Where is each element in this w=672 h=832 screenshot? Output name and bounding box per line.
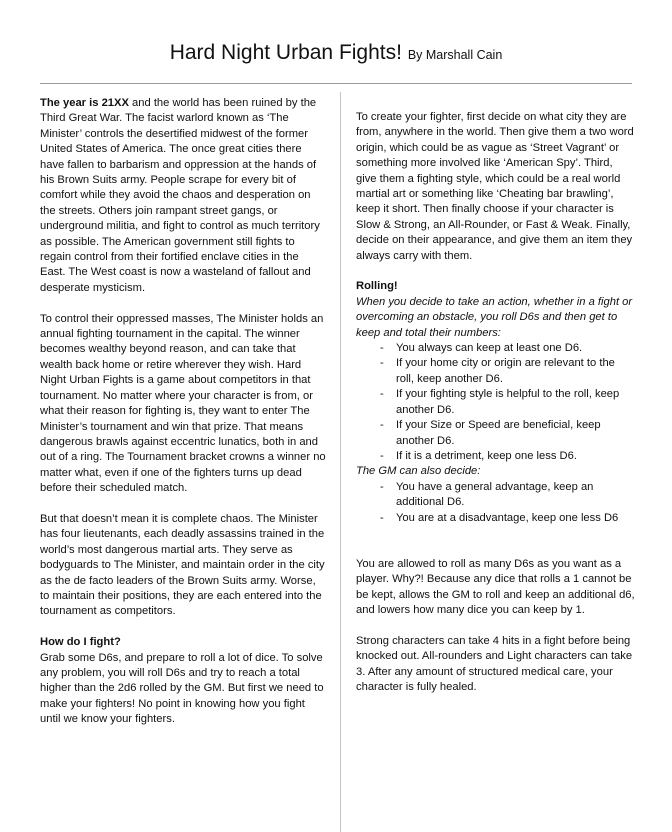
list-item-text: If your fighting style is helpful to the roll, keep another D6. — [396, 388, 620, 416]
list-item — [356, 449, 636, 464]
list-item-text: If your Size or Speed are beneficial, keep another D6. — [396, 419, 601, 447]
lieutenants-paragraph: But that doesn’t mean it is complete chaos. The Minister has four lieutenants, each deadly assassins trained in the world’s most dangerous martial arts. They serve as bodyguards to The Minister, and maintain order in the city as the de facto leaders of the Brown Suits army. Worse, to maintain their positions, they are each entered into the tournament as competitors. — [40, 512, 325, 618]
intro-paragraph-text: and the world has been ruined by the Third Great War. The facist warlord known as ‘The Minister’ controls the desertified midwest of the former United States of America. The once great cities there have fallen to barbarism and oppression at the hands of his Brown Suits army. People scrape for every bit of comfort while they avoid the chaos and desperation on the streets. Others join rampant street gangs, or underground militia, and fight to control as much territory as possible. The American government still fights to regain control from their fortified enclave cities in the East. The West coast is now a wasteland of fallout and desperate mysticism. — [40, 97, 320, 294]
rolling-list — [356, 341, 636, 464]
gm-intro: The GM can also decide: — [356, 465, 481, 478]
gm-list — [356, 480, 636, 526]
rolling-section — [356, 279, 636, 526]
bullet-dash: - — [380, 342, 384, 355]
left-column — [40, 96, 326, 728]
title-text: Hard Night Urban Fights! — [169, 41, 402, 64]
list-item — [356, 356, 636, 387]
byline: By Marshall Cain — [407, 48, 503, 62]
list-item — [356, 511, 636, 526]
list-item-text: You always can keep at least one D6. — [396, 342, 583, 355]
bullet-dash: - — [380, 511, 384, 524]
how-do-i-fight-heading: How do I fight? — [40, 636, 121, 649]
rolling-heading: Rolling! — [356, 280, 398, 293]
list-item — [356, 418, 636, 449]
intro-bold-lead: The year is 21XX — [40, 97, 129, 109]
list-item-text: If your home city or origin are relevant to the roll, keep another D6. — [396, 357, 615, 385]
list-item-text: If it is a detriment, keep one less D6. — [396, 449, 577, 462]
intro-paragraph — [40, 96, 326, 296]
bullet-dash: - — [380, 357, 384, 370]
dice-limit-paragraph: You are allowed to roll as many D6s as you want as a player. Why?! Because any dice that rolls a 1 cannot be be kept, allows the GM to roll and keep an additional d6, and lowers how many dice you can keep by 1. — [356, 557, 635, 616]
list-item-text: You are at a disadvantage, keep one less D6 — [396, 511, 619, 524]
bullet-dash: - — [380, 449, 384, 462]
list-item-text: You have a general advantage, keep an additional D6. — [396, 480, 594, 509]
tournament-paragraph: To control their oppressed masses, The Minister holds an annual fighting tournament in the capital. The winner becomes wealthy beyond reason, and can take that wealth back home or retire wherever they wish. Hard Night Urban Fights is a game about competitors in that tournament. No matter where your character is from, or what their reason for fighting is, they want to enter The Minister’s tournament and win that prize. That means dangerous brawls against eccentric lunatics, both in and out of a ring. The Tournament bracket crowns a winner no matter what, even if one of the fighters turns up dead before their scheduled match. — [40, 312, 326, 495]
bullet-dash: - — [380, 419, 384, 432]
hits-paragraph: Strong characters can take 4 hits in a fight before being knocked out. All-rounders and Light characters can take 3. After any amount of structured medical care, your character is fully healed. — [356, 634, 633, 693]
list-item — [356, 387, 636, 418]
list-item — [356, 341, 636, 356]
how-do-i-fight-paragraph: Grab some D6s, and prepare to roll a lot of dice. To solve any problem, you will roll D6s and try to reach a total higher than the 2d6 rolled by the GM. But first we need to make your fighters! No point in knowing how you fight until we know your fighters. — [40, 651, 324, 726]
column-divider — [340, 92, 341, 832]
title-rule — [40, 83, 632, 84]
right-column — [356, 110, 636, 711]
page-title — [0, 40, 672, 68]
rolling-intro: When you decide to take an action, whether in a fight or overcoming an obstacle, you roll D6s and then get to keep and total their numbers: — [356, 295, 633, 339]
list-item — [356, 480, 636, 511]
bullet-dash: - — [380, 480, 384, 493]
fighter-creation-paragraph: To create your fighter, first decide on what city they are from, anywhere in the world. Then give them a two word origin, which could be as vague as ‘Street Vagrant’ or something more involved like ‘American Spy’. Third, give them a fighting style, which could be a real world martial art or something like ‘Cheating bar brawling’, keep it short. Then finally choose if your character is Slow & Strong, an All-Rounder, or Fast & Weak. Finally, decide on their appearance, and give them an item they always carry with them. — [356, 111, 634, 262]
bullet-dash: - — [380, 388, 384, 401]
